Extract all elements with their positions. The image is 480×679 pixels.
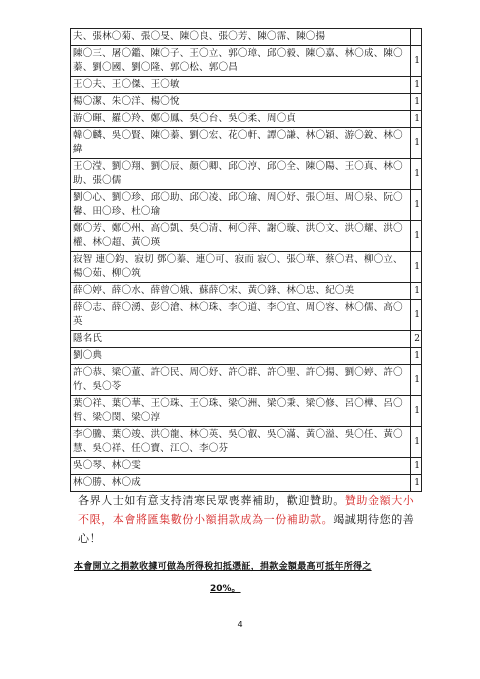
appeal-highlight: 贊助金額大小不限，本會將匯集數份小額捐款成為一份補助款。 <box>78 494 415 526</box>
donation-count-cell: 1 <box>411 111 422 128</box>
donor-names-cell: 陳〇三、屠〇鑑、陳〇子、王〇立、郭〇璋、邱〇毅、陳〇嘉、林〇成、陳〇蓁、劉〇國、劉〇隆、郭〇松、郭〇昌 <box>71 46 411 77</box>
donor-table <box>70 28 422 492</box>
donation-count-cell: 1 <box>411 458 422 475</box>
table-row <box>71 94 422 111</box>
table-row <box>71 221 422 252</box>
donor-names-cell: 葉〇祥、葉〇華、王〇珠、王〇珠、梁〇洲、梁〇秉、梁〇修、呂〇樺、呂〇哲、梁〇閔、梁〇淳 <box>71 396 411 427</box>
donation-count-cell: 1 <box>411 252 422 283</box>
table-row <box>71 458 422 475</box>
page-number: 4 <box>237 620 243 629</box>
table-row <box>71 111 422 128</box>
appeal-intro: 各界人士如有意支持清寒民眾喪葬補助，歡迎贊助。 <box>78 494 345 507</box>
donation-count-cell: 1 <box>411 221 422 252</box>
donation-count-cell: 1 <box>411 283 422 300</box>
table-row <box>71 159 422 190</box>
donor-names-cell: 游〇暉、羅〇羚、鄭〇鳳、吳〇台、吳〇柔、周〇貞 <box>71 111 411 128</box>
donation-count-cell: 1 <box>411 94 422 111</box>
donor-names-cell: 隱名氏 <box>71 331 411 348</box>
donation-count-cell: 1 <box>411 365 422 396</box>
donor-names-cell: 寂智 連〇鈞、寂切 鄧〇蓁、連〇可、寂而 寂〇、張〇華、蔡〇君、柳〇立、楊〇茹、柳〇筑 <box>71 252 411 283</box>
table-row <box>71 77 422 94</box>
table-row <box>71 29 422 46</box>
donor-names-cell: 王〇滢、劉〇翔、劉〇辰、顏〇卿、邱〇涥、邱〇全、陳〇陽、王〇真、林〇助、張〇儒 <box>71 159 411 190</box>
donor-names-cell: 楊〇潔、朱〇洋、楊〇悅 <box>71 94 411 111</box>
donor-names-cell: 劉〇心、劉〇珍、邱〇助、邱〇凌、邱〇瑜、周〇妤、張〇垣、周〇泉、阮〇馨、田〇珍、杜〇瑜 <box>71 190 411 221</box>
donation-count-cell: 1 <box>411 190 422 221</box>
table-row <box>71 475 422 492</box>
donor-names-cell: 薛〇志、薛〇湧、彭〇滄、林〇珠、李〇道、李〇宜、周〇容、林〇儒、高〇英 <box>71 300 411 331</box>
donor-table-body <box>71 29 422 492</box>
donation-count-cell: 1 <box>411 300 422 331</box>
table-row <box>71 365 422 396</box>
tax-note-percent: 20%。 <box>210 584 241 594</box>
table-row <box>71 283 422 300</box>
donor-names-cell: 王〇夫、王〇傑、王〇敏 <box>71 77 411 94</box>
donation-count-cell: 1 <box>411 77 422 94</box>
donation-count-cell: 1 <box>411 46 422 77</box>
donation-count-cell: 1 <box>411 159 422 190</box>
donation-count-cell: 2 <box>411 331 422 348</box>
donation-count-cell: 1 <box>411 348 422 365</box>
donor-names-cell: 許〇恭、梁〇董、許〇民、周〇妤、許〇群、許〇聖、許〇揚、劉〇婷、許〇竹、吳〇苓 <box>71 365 411 396</box>
donor-names-cell: 李〇騰、葉〇竣、洪〇龍、林〇英、吳〇叡、吳〇滿、黃〇溢、吳〇任、黃〇慧、吳〇祥、任〇寶、江〇、李〇芬 <box>71 427 411 458</box>
donor-names-cell: 薛〇婷、薛〇水、薛曾〇娥、蘇薛〇宋、黃〇鋒、林〇忠、紀〇美 <box>71 283 411 300</box>
table-row <box>71 348 422 365</box>
donation-count-cell: 1 <box>411 128 422 159</box>
table-row <box>71 252 422 283</box>
donor-names-cell: 劉〇典 <box>71 348 411 365</box>
donation-count-cell: 1 <box>411 427 422 458</box>
donor-names-cell: 林〇勝、林〇成 <box>71 475 411 492</box>
donor-names-cell: 韓〇麟、吳〇賢、陳〇蓁、劉〇宏、花〇軒、譚〇謙、林〇穎、游〇銳、林〇緯 <box>71 128 411 159</box>
table-row <box>71 396 422 427</box>
table-row <box>71 190 422 221</box>
donation-count-cell: 1 <box>411 396 422 427</box>
table-row <box>71 427 422 458</box>
table-row <box>71 128 422 159</box>
donor-names-cell: 夫、張林〇菊、張〇旻、陳〇良、張〇芳、陳〇霈、陳〇揚 <box>71 29 411 46</box>
table-row <box>71 46 422 77</box>
appeal-closing: 竭誠期待您的善心！ <box>78 513 415 545</box>
table-row <box>71 300 422 331</box>
donation-count-cell <box>411 29 422 46</box>
donation-appeal <box>78 491 423 548</box>
donor-names-cell: 鄭〇芳、鄭〇州、高〇凱、吳〇清、柯〇萍、謝〇璇、洪〇文、洪〇耀、洪〇權、林〇超、黃〇瑛 <box>71 221 411 252</box>
donation-count-cell: 1 <box>411 475 422 492</box>
tax-note: 本會開立之捐款收據可做為所得稅扣抵憑証，捐款金額最高可抵年所得之 <box>74 562 372 572</box>
donor-names-cell: 吳〇琴、林〇雯 <box>71 458 411 475</box>
table-row <box>71 331 422 348</box>
